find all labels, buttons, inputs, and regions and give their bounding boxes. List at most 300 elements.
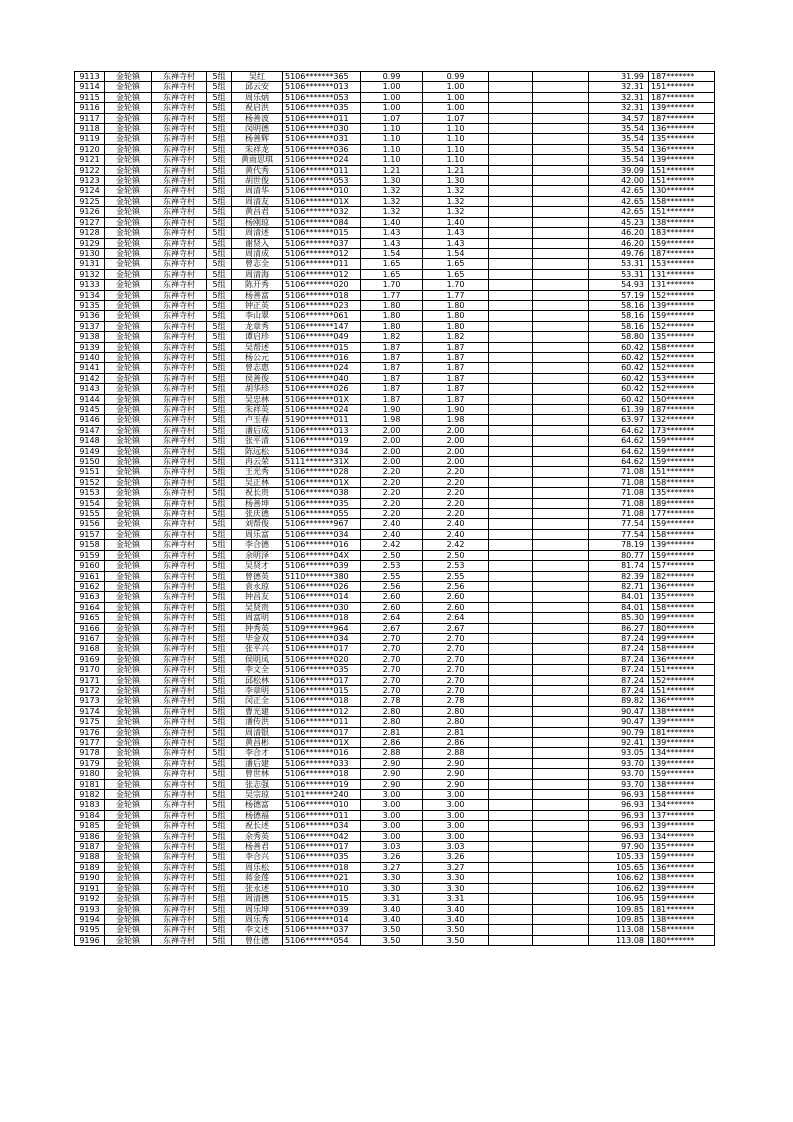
amount-cell: 82.39 [589, 571, 649, 581]
village-cell: 东禅寺村 [152, 571, 207, 581]
group-cell: 5组 [207, 321, 232, 331]
blank-cell [489, 738, 533, 748]
name-cell: 周清述 [232, 228, 283, 238]
village-cell: 东禅寺村 [152, 446, 207, 456]
id-number-cell: 5106*******015 [283, 894, 361, 904]
blank-cell [533, 134, 589, 144]
area-a-cell: 1.07 [361, 113, 423, 123]
amount-cell: 60.42 [589, 342, 649, 352]
group-cell: 5组 [207, 529, 232, 539]
name-cell: 祝长贵 [232, 488, 283, 498]
area-a-cell: 2.00 [361, 436, 423, 446]
town-cell: 金轮镇 [105, 103, 152, 113]
blank-cell [533, 124, 589, 134]
name-cell: 祝长述 [232, 821, 283, 831]
area-b-cell: 1.43 [423, 238, 489, 248]
group-cell: 5组 [207, 269, 232, 279]
row-number: 9181 [75, 779, 105, 789]
blank-cell [489, 540, 533, 550]
id-number-cell: 5106*******017 [283, 727, 361, 737]
blank-cell [489, 269, 533, 279]
area-a-cell: 2.88 [361, 748, 423, 758]
table-row [75, 269, 715, 279]
row-number: 9139 [75, 342, 105, 352]
table-row [75, 207, 715, 217]
village-cell: 东禅寺村 [152, 550, 207, 560]
area-b-cell: 1.98 [423, 415, 489, 425]
area-a-cell: 1.00 [361, 92, 423, 102]
town-cell: 金轮镇 [105, 363, 152, 373]
blank-cell [533, 706, 589, 716]
town-cell: 金轮镇 [105, 644, 152, 654]
phone-cell: 182******* [649, 571, 715, 581]
group-cell: 5组 [207, 685, 232, 695]
group-cell: 5组 [207, 300, 232, 310]
area-b-cell: 2.90 [423, 758, 489, 768]
amount-cell: 87.24 [589, 665, 649, 675]
group-cell: 5组 [207, 842, 232, 852]
table-row [75, 654, 715, 664]
row-number: 9179 [75, 758, 105, 768]
amount-cell: 81.74 [589, 561, 649, 571]
id-number-cell: 5106*******01X [283, 394, 361, 404]
amount-cell: 84.01 [589, 602, 649, 612]
group-cell: 5组 [207, 873, 232, 883]
id-number-cell: 5106*******011 [283, 259, 361, 269]
area-b-cell: 0.99 [423, 72, 489, 82]
group-cell: 5组 [207, 758, 232, 768]
id-number-cell: 5106*******037 [283, 925, 361, 935]
blank-cell [533, 727, 589, 737]
area-a-cell: 1.90 [361, 405, 423, 415]
blank-cell [489, 883, 533, 893]
group-cell: 5组 [207, 207, 232, 217]
amount-cell: 32.31 [589, 82, 649, 92]
amount-cell: 96.93 [589, 831, 649, 841]
phone-cell: 152******* [649, 290, 715, 300]
town-cell: 金轮镇 [105, 373, 152, 383]
id-number-cell: 5106*******030 [283, 602, 361, 612]
phone-cell: 134******* [649, 748, 715, 758]
id-number-cell: 5106*******012 [283, 706, 361, 716]
row-number: 9137 [75, 321, 105, 331]
blank-cell [489, 706, 533, 716]
area-a-cell: 1.54 [361, 248, 423, 258]
village-cell: 东禅寺村 [152, 738, 207, 748]
table-row [75, 727, 715, 737]
town-cell: 金轮镇 [105, 613, 152, 623]
area-b-cell: 2.20 [423, 477, 489, 487]
area-b-cell: 2.20 [423, 488, 489, 498]
amount-cell: 58.16 [589, 300, 649, 310]
id-number-cell: 5109*******964 [283, 623, 361, 633]
name-cell: 杨德福 [232, 810, 283, 820]
amount-cell: 64.62 [589, 436, 649, 446]
name-cell: 张平兴 [232, 644, 283, 654]
area-b-cell: 1.80 [423, 300, 489, 310]
table-row [75, 706, 715, 716]
area-a-cell: 2.78 [361, 696, 423, 706]
blank-cell [489, 727, 533, 737]
group-cell: 5组 [207, 602, 232, 612]
area-a-cell: 2.20 [361, 488, 423, 498]
table-row [75, 477, 715, 487]
village-cell: 东禅寺村 [152, 935, 207, 945]
area-a-cell: 1.80 [361, 321, 423, 331]
name-cell: 朱祥龙 [232, 144, 283, 154]
amount-cell: 93.70 [589, 758, 649, 768]
table-row [75, 332, 715, 342]
area-a-cell: 2.55 [361, 571, 423, 581]
phone-cell: 199******* [649, 633, 715, 643]
id-number-cell: 5106*******034 [283, 633, 361, 643]
town-cell: 金轮镇 [105, 342, 152, 352]
blank-cell [489, 186, 533, 196]
name-cell: 闵正全 [232, 696, 283, 706]
village-cell: 东禅寺村 [152, 914, 207, 924]
id-number-cell: 5106*******011 [283, 165, 361, 175]
area-b-cell: 3.03 [423, 842, 489, 852]
group-cell: 5组 [207, 654, 232, 664]
group-cell: 5组 [207, 623, 232, 633]
town-cell: 金轮镇 [105, 165, 152, 175]
blank-cell [533, 405, 589, 415]
table-row [75, 72, 715, 82]
id-number-cell: 5106*******049 [283, 332, 361, 342]
group-cell: 5组 [207, 290, 232, 300]
id-number-cell: 5106*******016 [283, 352, 361, 362]
id-number-cell: 5106*******024 [283, 405, 361, 415]
area-b-cell: 2.70 [423, 675, 489, 685]
id-number-cell: 5111*******31X [283, 457, 361, 467]
blank-cell [533, 425, 589, 435]
blank-cell [489, 207, 533, 217]
group-cell: 5组 [207, 103, 232, 113]
group-cell: 5组 [207, 280, 232, 290]
area-a-cell: 3.50 [361, 935, 423, 945]
phone-cell: 138******* [649, 873, 715, 883]
blank-cell [489, 925, 533, 935]
name-cell: 周清华 [232, 186, 283, 196]
row-number: 9156 [75, 519, 105, 529]
town-cell: 金轮镇 [105, 488, 152, 498]
row-number: 9119 [75, 134, 105, 144]
area-b-cell: 1.10 [423, 134, 489, 144]
blank-cell [489, 196, 533, 206]
phone-cell: 139******* [649, 758, 715, 768]
table-row [75, 623, 715, 633]
id-number-cell: 5106*******016 [283, 540, 361, 550]
area-b-cell: 1.80 [423, 321, 489, 331]
amount-cell: 96.93 [589, 790, 649, 800]
amount-cell: 105.65 [589, 862, 649, 872]
town-cell: 金轮镇 [105, 405, 152, 415]
id-number-cell: 5106*******010 [283, 800, 361, 810]
village-cell: 东禅寺村 [152, 217, 207, 227]
id-number-cell: 5101*******240 [283, 790, 361, 800]
town-cell: 金轮镇 [105, 457, 152, 467]
phone-cell: 187******* [649, 72, 715, 82]
blank-cell [489, 935, 533, 945]
area-b-cell: 1.82 [423, 332, 489, 342]
blank-cell [489, 176, 533, 186]
amount-cell: 90.79 [589, 727, 649, 737]
id-number-cell: 5106*******365 [283, 72, 361, 82]
village-cell: 东禅寺村 [152, 415, 207, 425]
village-cell: 东禅寺村 [152, 540, 207, 550]
table-row [75, 509, 715, 519]
village-cell: 东禅寺村 [152, 165, 207, 175]
group-cell: 5组 [207, 332, 232, 342]
phone-cell: 151******* [649, 165, 715, 175]
area-b-cell: 3.30 [423, 883, 489, 893]
name-cell: 潘传洪 [232, 717, 283, 727]
group-cell: 5组 [207, 405, 232, 415]
blank-cell [533, 758, 589, 768]
area-a-cell: 3.00 [361, 800, 423, 810]
blank-cell [489, 425, 533, 435]
blank-cell [489, 602, 533, 612]
table-row [75, 342, 715, 352]
row-number: 9192 [75, 894, 105, 904]
amount-cell: 35.54 [589, 134, 649, 144]
village-cell: 东禅寺村 [152, 613, 207, 623]
area-a-cell: 1.21 [361, 165, 423, 175]
amount-cell: 89.82 [589, 696, 649, 706]
amount-cell: 32.31 [589, 92, 649, 102]
blank-cell [533, 769, 589, 779]
blank-cell [533, 810, 589, 820]
name-cell: 张庆德 [232, 509, 283, 519]
village-cell: 东禅寺村 [152, 779, 207, 789]
blank-cell [533, 82, 589, 92]
area-b-cell: 3.30 [423, 873, 489, 883]
village-cell: 东禅寺村 [152, 228, 207, 238]
phone-cell: 135******* [649, 134, 715, 144]
village-cell: 东禅寺村 [152, 134, 207, 144]
name-cell: 侯明凤 [232, 654, 283, 664]
group-cell: 5组 [207, 769, 232, 779]
amount-cell: 77.54 [589, 529, 649, 539]
group-cell: 5组 [207, 165, 232, 175]
phone-cell: 159******* [649, 519, 715, 529]
group-cell: 5组 [207, 144, 232, 154]
table-row [75, 633, 715, 643]
blank-cell [489, 248, 533, 258]
town-cell: 金轮镇 [105, 925, 152, 935]
amount-cell: 106.62 [589, 883, 649, 893]
area-b-cell: 3.00 [423, 821, 489, 831]
blank-cell [533, 488, 589, 498]
phone-cell: 139******* [649, 540, 715, 550]
id-number-cell: 5190*******011 [283, 415, 361, 425]
amount-cell: 60.42 [589, 394, 649, 404]
id-number-cell: 5106*******037 [283, 238, 361, 248]
area-a-cell: 2.40 [361, 519, 423, 529]
id-number-cell: 5106*******019 [283, 779, 361, 789]
blank-cell [489, 696, 533, 706]
id-number-cell: 5106*******012 [283, 269, 361, 279]
table-row [75, 124, 715, 134]
phone-cell: 135******* [649, 592, 715, 602]
id-number-cell: 5106*******035 [283, 498, 361, 508]
row-number: 9184 [75, 810, 105, 820]
village-cell: 东禅寺村 [152, 810, 207, 820]
village-cell: 东禅寺村 [152, 321, 207, 331]
area-a-cell: 3.40 [361, 914, 423, 924]
blank-cell [489, 717, 533, 727]
area-b-cell: 1.21 [423, 165, 489, 175]
row-number: 9187 [75, 842, 105, 852]
row-number: 9140 [75, 352, 105, 362]
area-b-cell: 2.55 [423, 571, 489, 581]
town-cell: 金轮镇 [105, 144, 152, 154]
id-number-cell: 5106*******013 [283, 425, 361, 435]
area-b-cell: 1.87 [423, 352, 489, 362]
amount-cell: 71.08 [589, 509, 649, 519]
table-row [75, 675, 715, 685]
name-cell: 吴宗琼 [232, 790, 283, 800]
village-cell: 东禅寺村 [152, 675, 207, 685]
area-a-cell: 2.40 [361, 529, 423, 539]
area-a-cell: 3.30 [361, 883, 423, 893]
town-cell: 金轮镇 [105, 82, 152, 92]
blank-cell [489, 571, 533, 581]
blank-cell [489, 685, 533, 695]
blank-cell [489, 633, 533, 643]
amount-cell: 109.85 [589, 904, 649, 914]
town-cell: 金轮镇 [105, 384, 152, 394]
amount-cell: 58.16 [589, 321, 649, 331]
blank-cell [489, 405, 533, 415]
row-number: 9153 [75, 488, 105, 498]
name-cell: 潘后建 [232, 758, 283, 768]
blank-cell [489, 436, 533, 446]
town-cell: 金轮镇 [105, 134, 152, 144]
town-cell: 金轮镇 [105, 914, 152, 924]
row-number: 9136 [75, 311, 105, 321]
town-cell: 金轮镇 [105, 280, 152, 290]
area-b-cell: 3.00 [423, 810, 489, 820]
name-cell: 侯善俊 [232, 373, 283, 383]
blank-cell [533, 311, 589, 321]
area-a-cell: 1.77 [361, 290, 423, 300]
phone-cell: 158******* [649, 925, 715, 935]
blank-cell [533, 862, 589, 872]
area-a-cell: 1.87 [361, 373, 423, 383]
amount-cell: 77.54 [589, 519, 649, 529]
area-b-cell: 2.60 [423, 602, 489, 612]
amount-cell: 60.42 [589, 373, 649, 383]
phone-cell: 183******* [649, 228, 715, 238]
blank-cell [489, 332, 533, 342]
group-cell: 5组 [207, 904, 232, 914]
town-cell: 金轮镇 [105, 675, 152, 685]
table-row [75, 352, 715, 362]
area-a-cell: 1.10 [361, 124, 423, 134]
blank-cell [533, 155, 589, 165]
id-number-cell: 5106*******061 [283, 311, 361, 321]
row-number: 9172 [75, 685, 105, 695]
table-row [75, 92, 715, 102]
area-a-cell: 1.40 [361, 217, 423, 227]
blank-cell [489, 758, 533, 768]
phone-cell: 130******* [649, 186, 715, 196]
row-number: 9154 [75, 498, 105, 508]
table-row [75, 311, 715, 321]
blank-cell [533, 300, 589, 310]
area-a-cell: 1.98 [361, 415, 423, 425]
id-number-cell: 5106*******010 [283, 186, 361, 196]
amount-cell: 61.39 [589, 405, 649, 415]
amount-cell: 113.08 [589, 935, 649, 945]
village-cell: 东禅寺村 [152, 207, 207, 217]
town-cell: 金轮镇 [105, 633, 152, 643]
phone-cell: 153******* [649, 259, 715, 269]
blank-cell [533, 238, 589, 248]
town-cell: 金轮镇 [105, 810, 152, 820]
table-row [75, 196, 715, 206]
area-a-cell: 2.56 [361, 581, 423, 591]
name-cell: 钟秀英 [232, 623, 283, 633]
village-cell: 东禅寺村 [152, 311, 207, 321]
area-a-cell: 1.00 [361, 103, 423, 113]
town-cell: 金轮镇 [105, 186, 152, 196]
phone-cell: 189******* [649, 498, 715, 508]
area-b-cell: 2.90 [423, 779, 489, 789]
town-cell: 金轮镇 [105, 290, 152, 300]
blank-cell [533, 394, 589, 404]
blank-cell [533, 165, 589, 175]
row-number: 9183 [75, 800, 105, 810]
amount-cell: 57.19 [589, 290, 649, 300]
blank-cell [533, 665, 589, 675]
amount-cell: 85.30 [589, 613, 649, 623]
phone-cell: 158******* [649, 529, 715, 539]
area-b-cell: 1.87 [423, 384, 489, 394]
village-cell: 东禅寺村 [152, 633, 207, 643]
phone-cell: 138******* [649, 914, 715, 924]
table-row [75, 519, 715, 529]
blank-cell [533, 738, 589, 748]
blank-cell [489, 165, 533, 175]
table-row [75, 415, 715, 425]
area-a-cell: 2.60 [361, 602, 423, 612]
group-cell: 5组 [207, 155, 232, 165]
table-row [75, 790, 715, 800]
id-number-cell: 5106*******010 [283, 883, 361, 893]
area-b-cell: 1.10 [423, 124, 489, 134]
area-b-cell: 1.00 [423, 82, 489, 92]
table-row [75, 373, 715, 383]
town-cell: 金轮镇 [105, 748, 152, 758]
town-cell: 金轮镇 [105, 592, 152, 602]
group-cell: 5组 [207, 196, 232, 206]
group-cell: 5组 [207, 571, 232, 581]
blank-cell [533, 477, 589, 487]
blank-cell [489, 831, 533, 841]
blank-cell [533, 113, 589, 123]
table-row [75, 769, 715, 779]
phone-cell: 159******* [649, 446, 715, 456]
blank-cell [533, 894, 589, 904]
village-cell: 东禅寺村 [152, 373, 207, 383]
phone-cell: 173******* [649, 425, 715, 435]
area-b-cell: 1.40 [423, 217, 489, 227]
amount-cell: 46.20 [589, 228, 649, 238]
group-cell: 5组 [207, 540, 232, 550]
table-row [75, 779, 715, 789]
